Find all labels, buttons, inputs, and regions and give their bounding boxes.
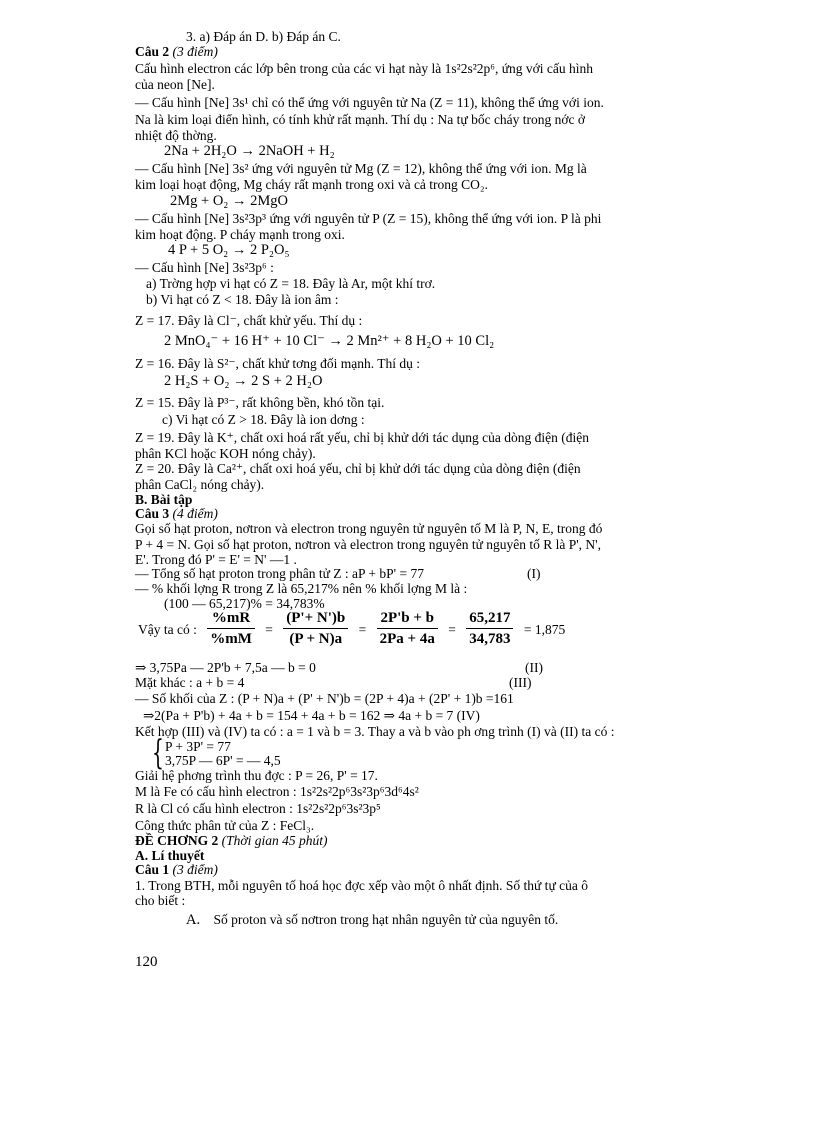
- chapter-title: ĐỀ CHƠNG 2: [135, 833, 219, 848]
- fraction-expanded: [377, 611, 438, 647]
- ratio-equation: Vậy ta có : $\frac{\%mR}{\%mM}$ = $\frac{(P'+ N')b}{(P + N)a}$ = $\frac{2P'b + b}{2Pa + 4a}$ = $\frac{65,217}{34,783}$ = 1,875: [138, 610, 566, 647]
- question-1-heading: [135, 862, 218, 877]
- text-line: kim hoạt động. P cháy mạnh trong oxi.: [135, 227, 345, 242]
- text-line: Mặt khác : a + b = 4: [135, 675, 245, 690]
- fraction-mass-ratio: [207, 611, 255, 647]
- question-3-heading: [135, 506, 218, 521]
- text-line: — % khối lợng R trong Z là 65,217% nên % khối lợng M là :: [135, 581, 468, 596]
- text-line: Z = 19. Đây là K⁺, chất oxi hoá rất yếu, chỉ bị khử dới tác dụng của dòng điện (điện: [135, 430, 589, 445]
- question-score: (3 điểm): [172, 862, 218, 877]
- fraction-denominator: (P + N)a: [289, 631, 343, 647]
- text-line: Na là kim loại điển hình, có tính khử rất mạnh. Thí dụ : Na tự bốc cháy trong nớc ở: [135, 112, 586, 127]
- text-line: Kết hợp (III) và (IV) ta có : a = 1 và b = 3. Thay a và b vào ph ơng trình (I) và (II) ta có :: [135, 724, 615, 739]
- text-line: Z = 20. Đây là Ca²⁺, chất oxi hoá yếu, chỉ bị khử dới tác dụng của dòng điện (điện: [135, 461, 581, 476]
- text-line: của neon [Ne].: [135, 77, 215, 92]
- fraction-particles: [283, 611, 348, 647]
- equation: 2 H₂S + O₂ → 2 S + 2 H₂O: [164, 373, 323, 389]
- equation-tag: (III): [509, 675, 532, 690]
- text-line: Z = 15. Đây là P³⁻, rất không bền, khó tồn tại.: [135, 395, 385, 410]
- list-item: c) Vi hạt có Z > 18. Đây là ion dơng :: [162, 412, 365, 427]
- chapter-time: (Thời gian 45 phút): [221, 833, 328, 848]
- page-number: 120: [135, 954, 158, 970]
- question-title: Câu 3: [135, 506, 170, 521]
- text-line: P + 4 = N. Gọi số hạt proton, nơtron và electron trong nguyên tử nguyên tố R là P', N',: [135, 537, 601, 552]
- text-line: — Số khối của Z : (P + N)a + (P' + N')b = (2P + 4)a + (2P' + 1)b =161: [135, 691, 514, 706]
- text-line: nhiệt độ thờng.: [135, 128, 217, 143]
- section-heading: B. Bài tập: [135, 492, 193, 507]
- text-line: — Cấu hình [Ne] 3s¹ chỉ có thể ứng với nguyên tử Na (Z = 11), không thể ứng với ion.: [135, 95, 604, 110]
- list-item: a) Trờng hợp vi hạt có Z = 18. Đây là Ar, một khí trơ.: [146, 276, 436, 291]
- text-line: phân CaCl₂ nóng chảy).: [135, 477, 265, 492]
- text-line: — Cấu hình [Ne] 3s²3p⁶ :: [135, 260, 274, 275]
- system-brace: {: [152, 733, 164, 773]
- text-line: Giải hệ phơng trình thu đợc : P = 26, P' = 17.: [135, 768, 378, 783]
- text-line: Z = 17. Đây là Cl⁻, chất khử yếu. Thí dụ :: [135, 313, 363, 328]
- equation: 2Na + 2H₂O → 2NaOH + H₂: [164, 143, 335, 159]
- text-line: phân KCl hoặc KOH nóng chảy).: [135, 446, 316, 461]
- question-2-heading: [135, 44, 218, 59]
- equation: 2Mg + O₂ → 2MgO: [170, 193, 288, 209]
- fraction-numerator: %mR: [207, 611, 255, 629]
- section-heading: A. Lí thuyết: [135, 848, 205, 863]
- fraction-numerator: (P'+ N')b: [283, 611, 348, 629]
- answer-line: 3. a) Đáp án D. b) Đáp án C.: [186, 29, 341, 44]
- chapter-heading: [135, 833, 327, 848]
- equation: 4 P + 5 O₂ → 2 P₂O₅: [168, 242, 290, 258]
- fraction-numerator: 65,217: [466, 611, 513, 629]
- text-line: E'. Trong đó P' = E' = N' —1 .: [135, 552, 297, 567]
- text-line: Công thức phân tử của Z : FeCl₃.: [135, 818, 315, 833]
- answer-option-a: [186, 912, 558, 928]
- fraction-denominator: 34,783: [469, 631, 511, 647]
- text-line: Z = 16. Đây là S²⁻, chất khử tơng đối mạnh. Thí dụ :: [135, 356, 420, 371]
- text-line: cho biết :: [135, 893, 186, 908]
- text-line: R là Cl có cấu hình electron : 1s²2s²2p⁶3s²3p⁵: [135, 801, 381, 816]
- fraction-numerator: 2P'b + b: [377, 611, 438, 629]
- equation-tag: (I): [527, 566, 541, 581]
- text-line: ⇒ 3,75Pa — 2P'b + 7,5a — b = 0: [135, 660, 316, 675]
- fraction-percent: [466, 611, 513, 647]
- question-title: Câu 1: [135, 862, 170, 877]
- equation-result: = 1,875: [523, 621, 566, 637]
- text-line: kim loại hoạt động, Mg cháy rất mạnh trong oxi và cả trong CO₂.: [135, 177, 489, 192]
- option-text: Số proton và số nơtron trong hạt nhân nguyên tử của nguyên tố.: [213, 912, 559, 927]
- text-line: ⇒2(Pa + P'b) + 4a + b = 154 + 4a + b = 162 ⇒ 4a + b = 7 (IV): [143, 708, 480, 723]
- fraction-denominator: 2Pa + 4a: [379, 631, 435, 647]
- list-item: b) Vi hạt có Z < 18. Đây là ion âm :: [146, 292, 339, 307]
- option-letter: A.: [186, 912, 201, 928]
- equation-tag: (II): [525, 660, 543, 675]
- text-line: — Cấu hình [Ne] 3s²3p³ ứng với nguyên tử P (Z = 15), không thể ứng với ion. P là phi: [135, 211, 602, 226]
- fraction-denominator: %mM: [210, 631, 252, 647]
- text-line: (100 — 65,217)% = 34,783%: [164, 596, 325, 611]
- question-score: (3 điểm): [172, 44, 218, 59]
- text-line: Gọi số hạt proton, nơtron và electron trong nguyên tử nguyên tố M là P, N, E, trong đó: [135, 521, 603, 536]
- text-line: M là Fe có cấu hình electron : 1s²2s²2p⁶3s²3p⁶3d⁶4s²: [135, 784, 419, 799]
- text-line: 1. Trong BTH, mỗi nguyên tố hoá học đợc xếp vào một ô nhất định. Số thứ tự của ô: [135, 878, 588, 893]
- equation-prefix: Vậy ta có :: [138, 621, 197, 637]
- text-line: — Tổng số hạt proton trong phân tử Z : aP + bP' = 77: [135, 566, 424, 581]
- text-line: — Cấu hình [Ne] 3s² ứng với nguyên tử Mg (Z = 12), không thể ứng với ion. Mg là: [135, 161, 587, 176]
- system-equation: P + 3P' = 77: [165, 739, 231, 754]
- text-line: Cấu hình electron các lớp bên trong của các vi hạt này là 1s²2s²2p⁶, ứng với cấu hình: [135, 61, 594, 76]
- question-title: Câu 2: [135, 44, 170, 59]
- question-score: (4 điểm): [172, 506, 218, 521]
- equation: 2 MnO₄⁻ + 16 H⁺ + 10 Cl⁻ → 2 Mn²⁺ + 8 H₂O + 10 Cl₂: [164, 333, 495, 349]
- system-equation: 3,75P — 6P' = — 4,5: [165, 753, 281, 768]
